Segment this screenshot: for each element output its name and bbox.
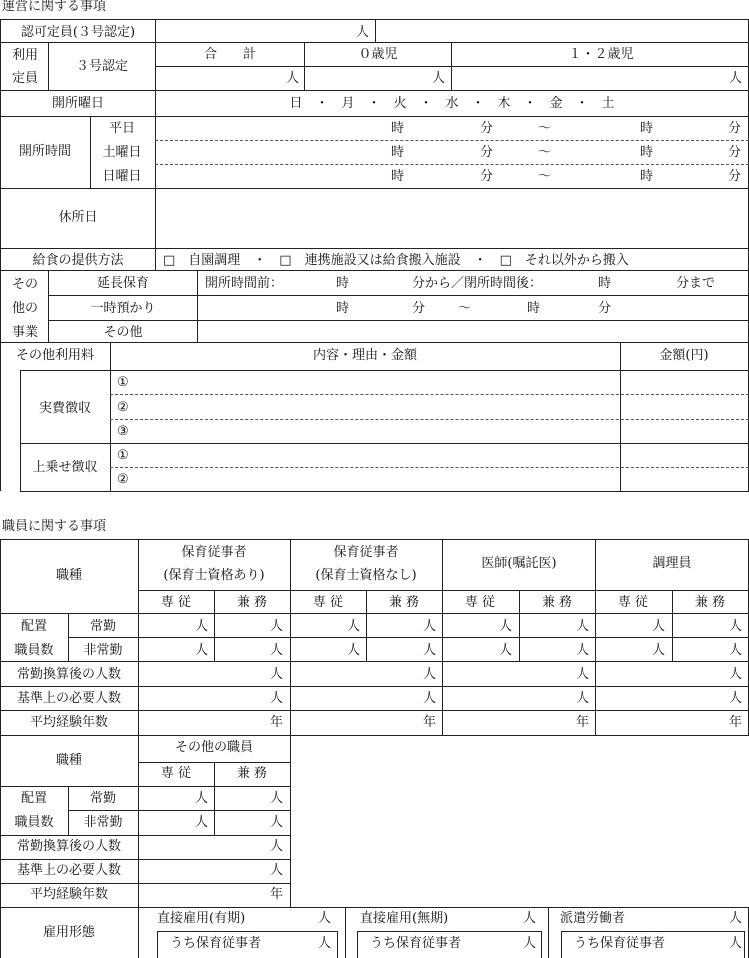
unit: 人	[270, 839, 284, 854]
san-gou-label: ３号認定	[75, 59, 129, 74]
uchi-hoiku-1: うち保育従事者	[170, 936, 262, 951]
chokusetsu-yuuki-label: 直接雇用(有期)	[157, 911, 246, 926]
uchi-hoiku-2: うち保育従事者	[370, 936, 462, 951]
jippi-item-1: ①	[117, 375, 129, 390]
unit: 人	[729, 911, 743, 926]
kaisho-jikan-label: 開所時間	[18, 144, 72, 159]
ichiji-kara: ～	[458, 301, 472, 316]
jikan-fun-3: 分	[480, 169, 494, 184]
jippi-label: 実費徴収	[38, 401, 92, 416]
hijoukin-label-2: 非常勤	[83, 815, 123, 830]
unit: 人	[499, 619, 513, 634]
section-title-unei: 運営に関する事項	[2, 0, 107, 14]
jikan-ji-1b: 時	[640, 121, 654, 136]
unit: 人	[423, 691, 437, 706]
unit: 人	[270, 667, 284, 682]
uwanose-item-1: ①	[117, 448, 129, 463]
kansan-label-2: 常勤換算後の人数	[16, 839, 122, 854]
job4-header: 調理員	[652, 556, 692, 571]
kijun-label-2: 基準上の必要人数	[16, 863, 122, 878]
sonota-jigyo-label-3: 事業	[11, 325, 39, 340]
unit: 人	[195, 791, 209, 806]
unit: 人	[576, 619, 590, 634]
jikan-row-heijitsu: 平日	[108, 121, 136, 136]
kyushoku-options: □ 自園調理 ・ □ 連携施設又は給食搬入施設 ・ □ それ以外から搬入	[163, 253, 629, 268]
haichi-label: 配置	[20, 619, 48, 634]
haken-label: 派遣労働者	[560, 911, 626, 926]
jikan-ji-2: 時	[391, 145, 405, 160]
unit: 人	[729, 619, 743, 634]
unit: 人	[195, 619, 209, 634]
unit: 年	[270, 715, 284, 730]
unit: 人	[729, 643, 743, 658]
shokuinsu-label: 職員数	[14, 643, 54, 658]
goukei-unit: 人	[286, 71, 300, 86]
jikan-ji-3: 時	[391, 169, 405, 184]
jikan-kara-3: ～	[538, 169, 552, 184]
riyou-label-2: 定員	[11, 71, 39, 86]
goukei-header: 合 計	[203, 47, 257, 62]
jikan-fun-2b: 分	[728, 145, 742, 160]
jikan-kara-2: ～	[538, 145, 552, 160]
zero-sai-header: ０歳児	[358, 47, 398, 62]
job2-line1: 保育従事者	[333, 545, 399, 560]
chokusetsu-muki-label: 直接雇用(無期)	[360, 911, 449, 926]
uchi-hoiku-3: うち保育従事者	[574, 936, 666, 951]
sonota-shokuin-header: その他の職員	[174, 740, 254, 755]
unit: 年	[270, 887, 284, 902]
unit: 年	[729, 715, 743, 730]
kingaku-header: 金額(円)	[659, 348, 709, 363]
kenmu-1: 兼 務	[236, 595, 268, 610]
shokushu-header: 職種	[55, 568, 83, 583]
jikan-ji-3b: 時	[640, 169, 654, 184]
unit: 人	[270, 691, 284, 706]
kenmu-4: 兼 務	[694, 595, 726, 610]
section-title-shokuin: 職員に関する事項	[2, 519, 107, 534]
senju-4: 専 従	[617, 595, 649, 610]
ichi-ni-sai-unit: 人	[729, 71, 743, 86]
ichiji-ji-2: 時	[527, 301, 541, 316]
senju-1: 専 従	[160, 595, 192, 610]
ichi-ni-sai-header: １・２歳児	[568, 47, 634, 62]
jikan-fun-1b: 分	[728, 121, 742, 136]
haichi-label-2: 配置	[20, 791, 48, 806]
unit: 人	[523, 936, 537, 951]
jippi-item-2: ②	[117, 400, 129, 415]
keiken-label: 平均経験年数	[29, 715, 109, 730]
kenmu-3: 兼 務	[541, 595, 573, 610]
zero-sai-unit: 人	[432, 71, 446, 86]
unit: 人	[423, 643, 437, 658]
job1-line2: (保育士資格あり)	[163, 568, 265, 583]
ichiji-fun-2: 分	[598, 301, 612, 316]
unit: 人	[318, 911, 332, 926]
kenmu-2: 兼 務	[388, 595, 420, 610]
unit: 人	[270, 619, 284, 634]
ichiji-ji-1: 時	[336, 301, 350, 316]
ichiji-fun-1: 分	[412, 301, 426, 316]
riyou-label-1: 利用	[11, 48, 39, 63]
shokuinsu-label-2: 職員数	[14, 815, 54, 830]
unit: 人	[347, 619, 361, 634]
jikan-ji-2b: 時	[640, 145, 654, 160]
unit: 人	[576, 643, 590, 658]
teiin-unit: 人	[356, 25, 370, 40]
senju-2: 専 従	[312, 595, 344, 610]
jikan-fun-2: 分	[480, 145, 494, 160]
unit: 人	[270, 863, 284, 878]
unit: 人	[195, 643, 209, 658]
encho-text-5: 分まで	[676, 276, 716, 291]
unit: 年	[576, 715, 590, 730]
encho-label: 延長保育	[96, 276, 150, 291]
jippi-item-3: ③	[117, 424, 129, 439]
jikan-kara-1: ～	[538, 121, 552, 136]
jikan-ji-1: 時	[391, 121, 405, 136]
jikan-row-doyou: 土曜日	[102, 145, 142, 160]
job3-header: 医師(嘱託医)	[481, 556, 557, 571]
unit: 人	[729, 936, 743, 951]
unit: 人	[576, 667, 590, 682]
unit: 人	[576, 691, 590, 706]
unit: 人	[270, 643, 284, 658]
encho-text-3: 分から／閉所時間後：	[412, 276, 543, 291]
kijun-label: 基準上の必要人数	[16, 691, 122, 706]
naiyou-header: 内容・理由・金額	[312, 348, 418, 363]
unit: 人	[423, 619, 437, 634]
koyou-label: 雇用形態	[42, 925, 96, 940]
ryokin-label: その他利用料	[15, 348, 95, 363]
senju-3: 専 従	[464, 595, 496, 610]
encho-text-4: 時	[598, 276, 612, 291]
senju-5: 専 従	[160, 766, 192, 781]
unit: 年	[423, 715, 437, 730]
hijoukin-label: 非常勤	[83, 643, 123, 658]
unit: 人	[270, 791, 284, 806]
unit: 人	[523, 911, 537, 926]
kaisho-youbi-label: 開所曜日	[51, 96, 105, 111]
encho-text-2: 時	[336, 276, 350, 291]
kenmu-5: 兼 務	[236, 766, 268, 781]
teiin-label: 認可定員(３号認定)	[20, 25, 136, 40]
unit: 人	[423, 667, 437, 682]
unit: 人	[652, 619, 666, 634]
unit: 人	[652, 643, 666, 658]
joukin-label: 常勤	[89, 619, 117, 634]
kyushoku-label: 給食の提供方法	[32, 253, 124, 268]
joukin-label-2: 常勤	[89, 791, 117, 806]
unit: 人	[729, 691, 743, 706]
keiken-label-2: 平均経験年数	[29, 887, 109, 902]
unit: 人	[499, 643, 513, 658]
kansan-label: 常勤換算後の人数	[16, 667, 122, 682]
unit: 人	[347, 643, 361, 658]
sonota-label: その他	[103, 325, 143, 340]
uwanose-item-2: ②	[117, 472, 129, 487]
unit: 人	[729, 667, 743, 682]
jikan-row-nichiyou: 日曜日	[102, 169, 142, 184]
shokushu-header-2: 職種	[55, 753, 83, 768]
uwanose-label: 上乗せ徴収	[32, 460, 98, 475]
job1-line1: 保育従事者	[181, 545, 247, 560]
jikan-fun-1: 分	[480, 121, 494, 136]
unit: 人	[318, 936, 332, 951]
ichiji-label: 一時預かり	[90, 301, 156, 316]
sonota-jigyo-label-2: 他の	[11, 301, 39, 316]
jikan-fun-3b: 分	[728, 169, 742, 184]
encho-text-1: 開所時間前：	[205, 276, 284, 291]
unit: 人	[195, 815, 209, 830]
sonota-jigyo-label-1: その	[11, 277, 39, 292]
kyusho-label: 休所日	[58, 210, 98, 225]
unit: 人	[270, 815, 284, 830]
youbi-list: 日 ・ 月 ・ 火 ・ 水 ・ 木 ・ 金 ・ 土	[289, 96, 615, 111]
job2-line2: (保育士資格なし)	[315, 568, 417, 583]
